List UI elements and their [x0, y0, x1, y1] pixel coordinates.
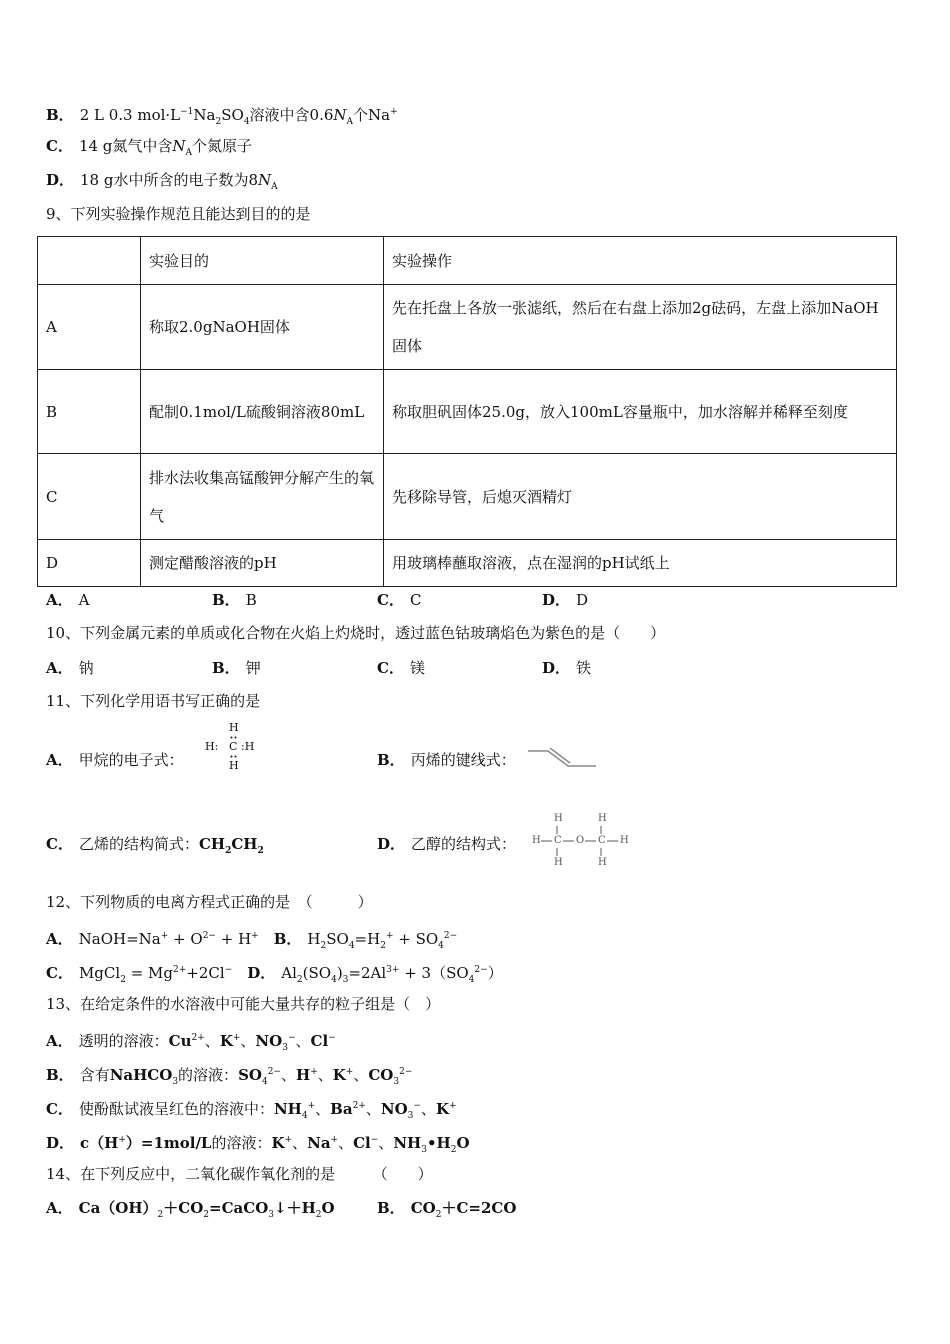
text-run: 4: [243, 117, 250, 127]
electron-pair-icon: [205, 722, 265, 772]
text-run: CH: [231, 835, 258, 853]
text-run: 2−: [202, 931, 216, 941]
text-run: 使酚酞试液呈红色的溶液中：: [78, 1100, 274, 1118]
q9-table: [37, 236, 897, 587]
text-run: 、: [295, 1032, 311, 1050]
text-run: +: [118, 1135, 126, 1145]
text-run: +: [330, 1135, 339, 1145]
q10-option-b: [212, 657, 261, 678]
q8-option-c: [46, 136, 252, 163]
atom-h: H: [554, 813, 563, 824]
text-run: + H: [215, 930, 252, 948]
text-run: SO: [238, 1066, 262, 1084]
option-text: C: [409, 591, 422, 609]
header-cell: 实验操作: [384, 237, 897, 285]
text-run: 2−: [474, 965, 488, 975]
text-run: 3: [421, 1145, 427, 1155]
text-run: 3: [268, 1210, 274, 1220]
q13-option-c: [46, 1096, 457, 1126]
q9-option-b: [212, 589, 257, 610]
text-run: 3: [172, 1077, 179, 1087]
table-row: [38, 370, 897, 454]
text-run: −: [413, 1101, 421, 1111]
table-row: [38, 454, 897, 540]
option-label: A．: [46, 659, 73, 677]
text-run: Al: [281, 964, 297, 982]
option-label: A．: [46, 1199, 73, 1217]
option-text: 铁: [576, 659, 592, 677]
option-text: 钠: [78, 659, 94, 677]
atom-h: H: [598, 813, 607, 824]
text-run: 溶液中含0.6: [249, 106, 334, 124]
text-run: [259, 930, 274, 948]
q9-stem: 9、下列实验操作规范且能达到目的的是: [46, 205, 311, 223]
text-run: 、: [280, 1066, 296, 1084]
text-run: ）: [487, 964, 503, 982]
row-purpose: 测定醋酸溶液的pH: [141, 540, 384, 587]
text-run: −: [224, 965, 233, 975]
text-run: K: [219, 1032, 233, 1050]
text-run: +: [232, 1033, 241, 1043]
option-label: B．: [212, 659, 240, 677]
text-run: K: [332, 1066, 346, 1084]
text-run: 个Na: [353, 106, 391, 124]
text-run: 2−: [399, 1067, 413, 1077]
text-run: 2: [315, 1210, 322, 1220]
row-purpose: 配制0.1mol/L硫酸铜溶液80mL: [141, 370, 384, 454]
text-run: 2: [380, 941, 386, 951]
q11-option-b: [377, 749, 516, 770]
text-run: +: [160, 931, 169, 941]
option-label: D．: [377, 835, 406, 853]
text-run: =H: [354, 930, 381, 948]
text-run: A: [346, 117, 354, 127]
option-label: B．: [46, 1066, 74, 1084]
option-label: D．: [542, 591, 571, 609]
text-run: 、: [365, 1100, 381, 1118]
text-run: 、: [420, 1100, 436, 1118]
text-run: 4: [348, 941, 355, 951]
option-label: B．: [377, 751, 405, 769]
option-label: C．: [377, 659, 404, 677]
text-run: NH: [393, 1134, 422, 1152]
q10-stem: 10、下列金属元素的单质或化合物在火焰上灼烧时，透过蓝色钴玻璃焰色为紫色的是（ ）: [46, 624, 666, 642]
q9-option-d: [542, 589, 588, 610]
text-run: ): [336, 964, 343, 982]
option-label: D．: [46, 1134, 75, 1152]
text-run: +: [307, 1101, 316, 1111]
text-run: 、: [204, 1032, 220, 1050]
text-run: +: [345, 1067, 354, 1077]
text-run: ）=1mol/L: [125, 1134, 212, 1152]
option-text: 乙醇的结构式：: [411, 835, 517, 853]
q10-option-a: [46, 657, 94, 678]
atom-h: H: [229, 721, 239, 734]
text-run: 2+: [352, 1101, 366, 1111]
text-run: 个氮原子: [192, 137, 253, 155]
option-label: D．: [542, 659, 571, 677]
text-run: Cl: [353, 1134, 371, 1152]
row-label: A: [38, 285, 141, 370]
text-run: 、: [378, 1134, 394, 1152]
text-run: 4: [261, 1077, 268, 1087]
text-run: = Mg: [125, 964, 174, 982]
text-run: 2−: [443, 931, 458, 941]
text-run: +: [251, 931, 259, 941]
row-operation: 先移除导管，后熄灭酒精灯: [384, 454, 897, 540]
text-run: 4: [301, 1111, 308, 1121]
q14-option-a: [46, 1198, 335, 1225]
text-run: 2: [120, 975, 126, 985]
text-run: Cl: [310, 1032, 329, 1050]
text-run: 2: [157, 1210, 164, 1220]
option-label: A．: [46, 1032, 73, 1050]
text-run: NaOH=Na: [78, 930, 161, 948]
text-run: 2: [257, 846, 264, 856]
q13-stem: 13、在给定条件的水溶液中可能大量共存的粒子组是（ ）: [46, 995, 441, 1013]
text-run: NO: [380, 1100, 408, 1118]
text-run: +: [284, 1135, 293, 1145]
option-label: C．: [46, 137, 73, 155]
q13-option-b: [46, 1062, 412, 1092]
option-label: B．: [273, 930, 302, 948]
text-run: 2−: [267, 1067, 281, 1077]
option-text: 镁: [409, 659, 425, 677]
atom-h: H: [598, 857, 607, 868]
text-run: 含有: [79, 1066, 110, 1084]
text-run: 、: [315, 1100, 331, 1118]
text-run: 透明的溶液：: [78, 1032, 169, 1050]
text-run: 2: [450, 1145, 457, 1155]
text-run: Ca（OH）: [78, 1199, 158, 1217]
q11-option-d: [377, 833, 516, 854]
option-label: C．: [46, 1100, 73, 1118]
text-run: •H: [426, 1134, 451, 1152]
text-run: ↓＋H: [274, 1199, 316, 1217]
option-text: 钾: [245, 659, 261, 677]
header-cell: [38, 237, 141, 285]
text-run: +2Cl: [186, 964, 225, 982]
row-operation: 先在托盘上各放一张滤纸，然后在右盘上添加2g砝码，左盘上添加NaOH固体: [384, 285, 897, 370]
q11-stem: 11、下列化学用语书写正确的是: [46, 692, 261, 710]
text-run: O: [456, 1134, 470, 1152]
text-run: ＋C=2CO: [441, 1199, 517, 1217]
text-run: 2: [225, 846, 232, 856]
bond-lines-icon: [532, 813, 632, 869]
text-run: +: [390, 107, 398, 117]
text-run: O: [321, 1199, 335, 1217]
methane-electron-formula: [205, 722, 265, 772]
option-label: B．: [212, 591, 240, 609]
ethanol-structural-formula: [532, 813, 632, 869]
option-label: D．: [247, 964, 276, 982]
text-run: 3+: [386, 965, 400, 975]
text-run: 2+: [191, 1033, 205, 1043]
text-run: A: [185, 148, 193, 158]
text-run: −1: [180, 107, 194, 117]
atom-c: C: [229, 740, 238, 753]
text-run: 3: [393, 1077, 400, 1087]
option-label: B．: [46, 106, 74, 124]
text-run: 4: [438, 941, 444, 951]
atom-o: O: [576, 835, 585, 846]
text-run: 2 L 0.3 mol·L: [79, 106, 181, 124]
text-run: 2: [435, 1210, 442, 1220]
text-run: NaHCO: [109, 1066, 173, 1084]
table-row: [38, 540, 897, 587]
header-cell: 实验目的: [141, 237, 384, 285]
text-run: 2+: [173, 965, 187, 975]
text-run: ＋CO: [163, 1199, 204, 1217]
q14-stem: 14、在下列反应中，二氧化碳作氧化剂的是 （ ）: [46, 1165, 433, 1183]
row-operation: 用玻璃棒蘸取溶液，点在湿润的pH试纸上: [384, 540, 897, 587]
ethene-formula: [198, 835, 264, 856]
atom-h: H:: [205, 740, 219, 753]
text-run: −: [287, 1033, 296, 1043]
table-row: [38, 285, 897, 370]
q11-option-a: [46, 749, 184, 770]
text-run: Cu: [168, 1032, 192, 1050]
text-run: + O: [168, 930, 203, 948]
text-run: K: [271, 1134, 285, 1152]
q11-option-c: [46, 833, 264, 856]
text-run: N: [172, 137, 186, 155]
text-run: CO: [410, 1199, 436, 1217]
text-run: 4: [468, 975, 475, 985]
text-run: NO: [255, 1032, 283, 1050]
text-run: 、: [353, 1066, 369, 1084]
text-run: Na: [307, 1134, 331, 1152]
text-run: H: [296, 1066, 311, 1084]
text-run: +: [385, 931, 394, 941]
text-run: (SO: [302, 964, 332, 982]
atom-c: C: [554, 835, 562, 846]
text-run: [232, 964, 247, 982]
text-run: 2: [215, 117, 222, 127]
option-label: C．: [46, 964, 73, 982]
text-run: NH: [273, 1100, 302, 1118]
q10-option-c: [377, 657, 425, 678]
option-text: 乙烯的结构简式：: [78, 835, 199, 853]
text-run: c（H: [80, 1134, 119, 1152]
atom-c: C: [598, 835, 606, 846]
q8-option-d: [46, 170, 278, 197]
q12-options-ab: [46, 926, 457, 956]
q12-options-cd: [46, 960, 503, 990]
text-run: 、: [292, 1134, 308, 1152]
text-run: Ba: [330, 1100, 353, 1118]
q12-stem: 12、下列物质的电离方程式正确的是 （ ）: [46, 893, 373, 911]
atom-h: H: [244, 740, 255, 753]
option-label: C．: [377, 591, 404, 609]
text-run: 2: [203, 1210, 210, 1220]
q8-option-b: [46, 102, 398, 132]
q10-option-d: [542, 657, 591, 678]
atom-h: H: [554, 857, 563, 868]
text-run: 14 g氮气中含: [78, 137, 173, 155]
text-run: Na: [193, 106, 216, 124]
text-run: SO: [221, 106, 244, 124]
text-run: N: [258, 171, 272, 189]
option-label: A．: [46, 751, 73, 769]
text-run: =CaCO: [209, 1199, 269, 1217]
text-run: 18 g水中所含的电子数为8: [80, 171, 259, 189]
text-run: =2Al: [348, 964, 387, 982]
row-purpose: 排水法收集高锰酸钾分解产生的氧气: [141, 454, 384, 540]
text-run: 的溶液：: [178, 1066, 239, 1084]
text-run: 的溶液：: [211, 1134, 272, 1152]
text-run: +: [448, 1101, 457, 1111]
row-purpose: 称取2.0gNaOH固体: [141, 285, 384, 370]
atom-h: H: [532, 835, 541, 846]
text-run: 3: [282, 1043, 288, 1053]
q14-option-b: [377, 1198, 516, 1225]
text-run: 2: [320, 941, 327, 951]
text-run: −: [370, 1135, 379, 1145]
text-run: −: [328, 1033, 336, 1043]
row-operation: 称取胆矾固体25.0g，放入100mL容量瓶中，加水溶解并稀释至刻度: [384, 370, 897, 454]
text-run: K: [435, 1100, 449, 1118]
text-run: CH: [198, 835, 226, 853]
option-text: 丙烯的键线式：: [410, 751, 516, 769]
text-run: 、: [317, 1066, 333, 1084]
row-label: C: [38, 454, 141, 540]
option-label: A．: [46, 591, 73, 609]
row-label: D: [38, 540, 141, 587]
text-run: 3: [407, 1111, 414, 1121]
option-label: D．: [46, 171, 75, 189]
text-run: 4: [331, 975, 337, 985]
text-run: H: [307, 930, 321, 948]
option-text: A: [78, 591, 90, 609]
option-text: D: [576, 591, 589, 609]
row-label: B: [38, 370, 141, 454]
text-run: + 3（SO: [399, 964, 469, 982]
option-label: A．: [46, 930, 73, 948]
q9-option-a: [46, 589, 89, 610]
text-run: 、: [338, 1134, 354, 1152]
text-run: 2: [296, 975, 303, 985]
table-header-row: [38, 237, 897, 285]
q13-option-a: [46, 1028, 336, 1058]
text-run: +: [310, 1067, 318, 1077]
text-run: SO: [326, 930, 349, 948]
text-run: MgCl: [78, 964, 121, 982]
text-run: A: [271, 182, 278, 192]
atom-h: H: [620, 835, 629, 846]
option-label: B．: [377, 1199, 405, 1217]
text-run: N: [333, 106, 347, 124]
propene-skeletal-icon: [526, 746, 598, 770]
option-text: B: [245, 591, 257, 609]
text-run: 3: [342, 975, 349, 985]
text-run: + SO: [393, 930, 439, 948]
atom-h: :H: [241, 740, 255, 753]
q9-option-c: [377, 589, 421, 610]
option-label: C．: [46, 835, 73, 853]
q13-option-d: [46, 1130, 470, 1160]
atom-h: H: [229, 759, 239, 772]
option-text: 甲烷的电子式：: [78, 751, 184, 769]
text-run: CO: [368, 1066, 394, 1084]
text-run: 、: [240, 1032, 256, 1050]
